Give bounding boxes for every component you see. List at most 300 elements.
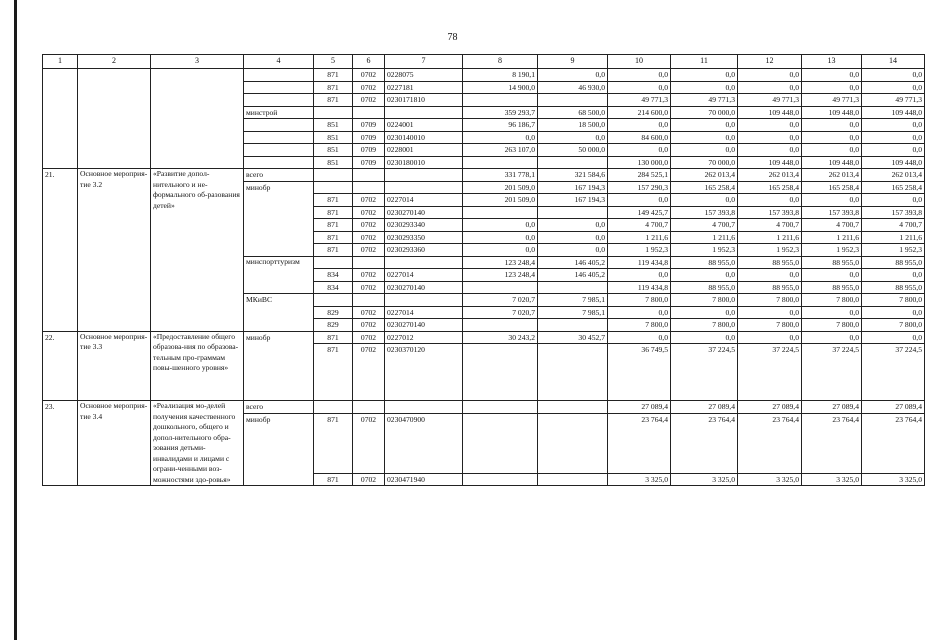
cell-amount: 109 448,0 xyxy=(862,156,925,169)
cell-grbs: 834 xyxy=(314,281,353,294)
cell-target-article: 0224001 xyxy=(385,119,463,132)
cell-amount: 0,0 xyxy=(538,131,608,144)
cell-section: 0702 xyxy=(353,244,385,257)
cell-amount: 37 224,5 xyxy=(738,344,802,401)
cell-amount: 1 211,6 xyxy=(802,231,862,244)
column-number-header: 9 xyxy=(538,55,608,69)
cell-amount: 7 800,0 xyxy=(671,319,738,332)
cell-amount: 27 089,4 xyxy=(862,401,925,414)
cell-target-article: 0228001 xyxy=(385,144,463,157)
cell-amount: 96 186,7 xyxy=(463,119,538,132)
cell-amount: 262 013,4 xyxy=(671,169,738,182)
cell-amount: 7 800,0 xyxy=(862,319,925,332)
cell-amount: 84 600,0 xyxy=(608,131,671,144)
cell-amount xyxy=(538,401,608,414)
cell-amount: 0,0 xyxy=(608,69,671,82)
cell-grbs: 871 xyxy=(314,244,353,257)
cell-agency xyxy=(244,69,314,82)
cell-amount: 109 448,0 xyxy=(862,106,925,119)
cell-amount: 201 509,0 xyxy=(463,181,538,194)
cell-amount: 88 955,0 xyxy=(862,281,925,294)
cell-target-article xyxy=(385,106,463,119)
cell-amount: 167 194,3 xyxy=(538,194,608,207)
cell-amount: 46 930,0 xyxy=(538,81,608,94)
column-number-header: 5 xyxy=(314,55,353,69)
cell-grbs: 871 xyxy=(314,94,353,107)
cell-grbs: 871 xyxy=(314,231,353,244)
cell-amount: 7 020,7 xyxy=(463,306,538,319)
column-number-header: 8 xyxy=(463,55,538,69)
cell-target-article xyxy=(385,401,463,414)
cell-amount xyxy=(463,473,538,486)
cell-amount: 109 448,0 xyxy=(802,106,862,119)
cell-target-article: 0227012 xyxy=(385,331,463,344)
cell-amount: 1 211,6 xyxy=(608,231,671,244)
cell-amount: 1 952,3 xyxy=(671,244,738,257)
cell-section: 0702 xyxy=(353,69,385,82)
cell-target-article xyxy=(385,294,463,307)
cell-amount: 0,0 xyxy=(862,81,925,94)
cell-section: 0702 xyxy=(353,306,385,319)
cell-grbs xyxy=(314,181,353,194)
cell-amount: 70 000,0 xyxy=(671,156,738,169)
cell-amount: 0,0 xyxy=(671,131,738,144)
cell-amount: 49 771,3 xyxy=(802,94,862,107)
cell-amount: 1 952,3 xyxy=(802,244,862,257)
column-number-header: 7 xyxy=(385,55,463,69)
cell-amount: 7 800,0 xyxy=(802,294,862,307)
cell-amount: 0,0 xyxy=(671,119,738,132)
cell-amount: 0,0 xyxy=(608,194,671,207)
cell-target-article: 0230180010 xyxy=(385,156,463,169)
cell-amount: 23 764,4 xyxy=(802,413,862,473)
cell-amount: 0,0 xyxy=(862,144,925,157)
cell-amount: 23 764,4 xyxy=(738,413,802,473)
cell-amount: 0,0 xyxy=(862,119,925,132)
cell-amount xyxy=(538,413,608,473)
column-number-header: 2 xyxy=(78,55,151,69)
cell-amount: 4 700,7 xyxy=(608,219,671,232)
cell-section xyxy=(353,401,385,414)
cell-amount: 359 293,7 xyxy=(463,106,538,119)
cell-amount: 7 800,0 xyxy=(738,294,802,307)
cell-agency: минстрой xyxy=(244,106,314,119)
cell-amount: 7 800,0 xyxy=(738,319,802,332)
cell-amount: 123 248,4 xyxy=(463,256,538,269)
cell-grbs xyxy=(314,256,353,269)
cell-section: 0709 xyxy=(353,144,385,157)
cell-amount: 4 700,7 xyxy=(738,219,802,232)
cell-section xyxy=(353,256,385,269)
cell-section: 0702 xyxy=(353,473,385,486)
cell-item-number: 21. xyxy=(43,169,78,332)
cell-agency xyxy=(244,94,314,107)
cell-amount: 0,0 xyxy=(463,231,538,244)
cell-section: 0702 xyxy=(353,269,385,282)
cell-target-article: 0230270140 xyxy=(385,319,463,332)
cell-grbs xyxy=(314,106,353,119)
cell-amount: 157 393,8 xyxy=(862,206,925,219)
cell-grbs: 871 xyxy=(314,219,353,232)
cell-section: 0702 xyxy=(353,344,385,401)
cell-amount: 0,0 xyxy=(538,231,608,244)
cell-section: 0702 xyxy=(353,194,385,207)
cell-target-article: 0227014 xyxy=(385,306,463,319)
cell-section: 0702 xyxy=(353,231,385,244)
cell-amount: 1 211,6 xyxy=(671,231,738,244)
cell-target-article: 0230270140 xyxy=(385,281,463,294)
cell-amount: 88 955,0 xyxy=(738,256,802,269)
cell-agency: всего xyxy=(244,169,314,182)
cell-item-name: Основное мероприя-тие 3.3 xyxy=(78,331,151,401)
cell-amount: 27 089,4 xyxy=(802,401,862,414)
cell-amount xyxy=(538,206,608,219)
cell-grbs: 851 xyxy=(314,131,353,144)
cell-amount: 1 952,3 xyxy=(738,244,802,257)
cell-amount: 18 500,0 xyxy=(538,119,608,132)
cell-amount: 130 000,0 xyxy=(608,156,671,169)
cell-amount: 284 525,1 xyxy=(608,169,671,182)
cell-amount: 0,0 xyxy=(862,69,925,82)
cell-grbs: 851 xyxy=(314,119,353,132)
cell-agency: минобр xyxy=(244,181,314,256)
cell-amount: 0,0 xyxy=(538,219,608,232)
cell-target-article: 0230471940 xyxy=(385,473,463,486)
cell-amount: 37 224,5 xyxy=(802,344,862,401)
cell-grbs xyxy=(314,294,353,307)
cell-item-description: «Реализация мо-делей получения качественного дошкольного, общего и допол-нительного обра-зования детьми-инвалидами и лицами с ограни-ченными воз-можностями здо-ровья» xyxy=(151,401,244,486)
cell-amount: 157 290,3 xyxy=(608,181,671,194)
cell-section: 0702 xyxy=(353,219,385,232)
cell-target-article xyxy=(385,256,463,269)
cell-amount: 0,0 xyxy=(802,119,862,132)
cell-target-article: 0228075 xyxy=(385,69,463,82)
cell-amount: 0,0 xyxy=(738,194,802,207)
cell-amount: 0,0 xyxy=(738,131,802,144)
cell-amount xyxy=(538,156,608,169)
cell-amount: 0,0 xyxy=(608,331,671,344)
cell-target-article xyxy=(385,169,463,182)
cell-amount: 0,0 xyxy=(862,131,925,144)
cell-grbs: 834 xyxy=(314,269,353,282)
cell-section xyxy=(353,106,385,119)
cell-amount xyxy=(538,473,608,486)
cell-amount: 1 952,3 xyxy=(608,244,671,257)
cell-item-number: 23. xyxy=(43,401,78,486)
cell-amount: 23 764,4 xyxy=(671,413,738,473)
cell-amount: 157 393,8 xyxy=(671,206,738,219)
cell-amount: 0,0 xyxy=(862,194,925,207)
cell-amount: 88 955,0 xyxy=(862,256,925,269)
cell-amount: 88 955,0 xyxy=(671,256,738,269)
cell-target-article: 0227181 xyxy=(385,81,463,94)
cell-amount: 37 224,5 xyxy=(671,344,738,401)
cell-amount: 165 258,4 xyxy=(738,181,802,194)
cell-amount xyxy=(463,319,538,332)
cell-target-article: 0230270140 xyxy=(385,206,463,219)
cell-amount: 0,0 xyxy=(671,81,738,94)
cell-amount: 50 000,0 xyxy=(538,144,608,157)
cell-amount: 0,0 xyxy=(862,306,925,319)
cell-section: 0702 xyxy=(353,206,385,219)
column-number-header: 10 xyxy=(608,55,671,69)
cell-item-description: «Предоставление общего образова-ния по образова-тельным про-граммам повы-шенного уровня» xyxy=(151,331,244,401)
cell-amount xyxy=(463,413,538,473)
cell-amount: 262 013,4 xyxy=(738,169,802,182)
cell-section xyxy=(353,181,385,194)
cell-amount: 7 800,0 xyxy=(862,294,925,307)
cell-amount: 0,0 xyxy=(463,244,538,257)
cell-grbs: 871 xyxy=(314,344,353,401)
table-row xyxy=(43,331,925,344)
cell-amount: 4 700,7 xyxy=(862,219,925,232)
cell-amount xyxy=(463,156,538,169)
cell-amount: 0,0 xyxy=(862,269,925,282)
cell-amount: 88 955,0 xyxy=(671,281,738,294)
cell-amount: 0,0 xyxy=(862,331,925,344)
cell-amount: 3 325,0 xyxy=(738,473,802,486)
table-row xyxy=(43,169,925,182)
cell-grbs: 851 xyxy=(314,156,353,169)
cell-amount: 14 900,0 xyxy=(463,81,538,94)
cell-amount: 88 955,0 xyxy=(738,281,802,294)
cell-amount xyxy=(538,344,608,401)
cell-target-article: 0230171810 xyxy=(385,94,463,107)
cell-agency: МКиВС xyxy=(244,294,314,332)
cell-agency: минобр xyxy=(244,413,314,486)
column-number-header: 3 xyxy=(151,55,244,69)
cell-amount: 3 325,0 xyxy=(862,473,925,486)
cell-amount: 0,0 xyxy=(671,194,738,207)
cell-item-description: «Развитие допол-нительного и не-формального об-разования детей» xyxy=(151,169,244,332)
cell-amount: 4 700,7 xyxy=(671,219,738,232)
cell-amount: 0,0 xyxy=(671,331,738,344)
cell-amount: 0,0 xyxy=(802,81,862,94)
cell-amount: 146 405,2 xyxy=(538,256,608,269)
cell-target-article: 0230293340 xyxy=(385,219,463,232)
cell-amount: 27 089,4 xyxy=(671,401,738,414)
cell-amount: 4 700,7 xyxy=(802,219,862,232)
cell-amount: 30 452,7 xyxy=(538,331,608,344)
cell-target-article: 0230470900 xyxy=(385,413,463,473)
cell-target-article: 0230370120 xyxy=(385,344,463,401)
column-number-header: 6 xyxy=(353,55,385,69)
cell-amount: 0,0 xyxy=(608,81,671,94)
cell-amount: 0,0 xyxy=(802,306,862,319)
cell-amount: 3 325,0 xyxy=(608,473,671,486)
cell-amount: 7 800,0 xyxy=(802,319,862,332)
cell-agency: минспорттуризм xyxy=(244,256,314,294)
cell-agency: всего xyxy=(244,401,314,414)
cell-amount: 1 211,6 xyxy=(862,231,925,244)
table-body xyxy=(43,55,925,486)
cell-amount: 3 325,0 xyxy=(671,473,738,486)
cell-amount: 262 013,4 xyxy=(802,169,862,182)
cell-amount: 0,0 xyxy=(608,306,671,319)
cell-amount xyxy=(463,281,538,294)
cell-amount: 0,0 xyxy=(738,331,802,344)
cell-grbs: 829 xyxy=(314,306,353,319)
cell-amount: 0,0 xyxy=(671,306,738,319)
cell-amount: 109 448,0 xyxy=(738,106,802,119)
cell-amount: 331 778,1 xyxy=(463,169,538,182)
cell-item-name: Основное мероприя-тие 3.4 xyxy=(78,401,151,486)
cell-amount: 8 190,1 xyxy=(463,69,538,82)
column-number-header: 11 xyxy=(671,55,738,69)
cell-amount: 0,0 xyxy=(802,69,862,82)
cell-amount: 0,0 xyxy=(802,269,862,282)
cell-amount: 0,0 xyxy=(738,81,802,94)
cell-amount: 119 434,8 xyxy=(608,281,671,294)
cell-section xyxy=(353,169,385,182)
cell-amount: 68 500,0 xyxy=(538,106,608,119)
page-number: 78 xyxy=(447,32,458,43)
cell-agency xyxy=(244,156,314,169)
cell-item-number xyxy=(43,69,78,169)
cell-amount: 0,0 xyxy=(738,144,802,157)
cell-amount: 49 771,3 xyxy=(608,94,671,107)
cell-amount xyxy=(463,94,538,107)
cell-amount: 0,0 xyxy=(738,119,802,132)
cell-section: 0709 xyxy=(353,119,385,132)
cell-amount: 201 509,0 xyxy=(463,194,538,207)
cell-section: 0702 xyxy=(353,413,385,473)
cell-amount xyxy=(463,344,538,401)
cell-amount: 30 243,2 xyxy=(463,331,538,344)
cell-amount: 214 600,0 xyxy=(608,106,671,119)
cell-amount xyxy=(463,206,538,219)
cell-agency xyxy=(244,131,314,144)
cell-grbs: 871 xyxy=(314,81,353,94)
cell-amount: 70 000,0 xyxy=(671,106,738,119)
cell-item-name xyxy=(78,69,151,169)
cell-amount: 149 425,7 xyxy=(608,206,671,219)
cell-amount: 1 952,3 xyxy=(862,244,925,257)
cell-grbs: 871 xyxy=(314,69,353,82)
column-number-header: 14 xyxy=(862,55,925,69)
cell-section xyxy=(353,294,385,307)
cell-grbs: 851 xyxy=(314,144,353,157)
table-row xyxy=(43,401,925,414)
cell-amount: 23 764,4 xyxy=(862,413,925,473)
cell-amount: 7 985,1 xyxy=(538,294,608,307)
cell-amount: 7 800,0 xyxy=(608,294,671,307)
cell-target-article: 0230140010 xyxy=(385,131,463,144)
cell-amount: 165 258,4 xyxy=(802,181,862,194)
cell-amount: 0,0 xyxy=(463,131,538,144)
cell-amount: 123 248,4 xyxy=(463,269,538,282)
cell-amount xyxy=(463,401,538,414)
cell-section: 0709 xyxy=(353,156,385,169)
cell-grbs xyxy=(314,401,353,414)
cell-amount xyxy=(538,281,608,294)
cell-grbs: 871 xyxy=(314,331,353,344)
cell-amount: 49 771,3 xyxy=(671,94,738,107)
cell-target-article: 0230293360 xyxy=(385,244,463,257)
column-number-header: 1 xyxy=(43,55,78,69)
cell-amount: 23 764,4 xyxy=(608,413,671,473)
cell-amount: 3 325,0 xyxy=(802,473,862,486)
cell-item-description xyxy=(151,69,244,169)
cell-target-article: 0230293350 xyxy=(385,231,463,244)
header-row xyxy=(43,55,925,69)
cell-grbs xyxy=(314,169,353,182)
cell-agency xyxy=(244,81,314,94)
cell-amount: 0,0 xyxy=(802,131,862,144)
cell-target-article: 0227014 xyxy=(385,269,463,282)
cell-grbs: 871 xyxy=(314,206,353,219)
column-number-header: 12 xyxy=(738,55,802,69)
cell-amount: 167 194,3 xyxy=(538,181,608,194)
cell-amount: 0,0 xyxy=(671,69,738,82)
cell-amount: 0,0 xyxy=(608,269,671,282)
cell-amount: 27 089,4 xyxy=(738,401,802,414)
cell-grbs: 871 xyxy=(314,473,353,486)
cell-grbs: 871 xyxy=(314,413,353,473)
cell-grbs: 871 xyxy=(314,194,353,207)
cell-amount: 0,0 xyxy=(738,306,802,319)
cell-amount: 109 448,0 xyxy=(738,156,802,169)
cell-amount: 165 258,4 xyxy=(671,181,738,194)
cell-amount: 36 749,5 xyxy=(608,344,671,401)
cell-section: 0702 xyxy=(353,281,385,294)
cell-section: 0709 xyxy=(353,131,385,144)
cell-amount: 7 800,0 xyxy=(671,294,738,307)
binding-edge-line xyxy=(14,0,17,640)
cell-amount: 0,0 xyxy=(608,119,671,132)
cell-amount: 7 985,1 xyxy=(538,306,608,319)
cell-amount: 0,0 xyxy=(802,194,862,207)
cell-amount: 0,0 xyxy=(671,144,738,157)
cell-section: 0702 xyxy=(353,81,385,94)
cell-amount xyxy=(538,319,608,332)
cell-grbs: 829 xyxy=(314,319,353,332)
cell-amount: 146 405,2 xyxy=(538,269,608,282)
cell-amount: 0,0 xyxy=(538,244,608,257)
cell-amount: 7 020,7 xyxy=(463,294,538,307)
column-number-header: 13 xyxy=(802,55,862,69)
cell-amount: 0,0 xyxy=(463,219,538,232)
cell-amount: 1 211,6 xyxy=(738,231,802,244)
cell-amount: 88 955,0 xyxy=(802,256,862,269)
cell-item-number: 22. xyxy=(43,331,78,401)
column-number-header: 4 xyxy=(244,55,314,69)
cell-amount: 165 258,4 xyxy=(862,181,925,194)
cell-amount: 7 800,0 xyxy=(608,319,671,332)
cell-amount: 27 089,4 xyxy=(608,401,671,414)
cell-section: 0702 xyxy=(353,94,385,107)
cell-amount: 49 771,3 xyxy=(738,94,802,107)
cell-amount: 0,0 xyxy=(608,144,671,157)
budget-table xyxy=(42,54,925,486)
cell-section: 0702 xyxy=(353,331,385,344)
cell-amount: 0,0 xyxy=(738,69,802,82)
cell-agency: минобр xyxy=(244,331,314,401)
cell-target-article xyxy=(385,181,463,194)
cell-amount: 88 955,0 xyxy=(802,281,862,294)
cell-target-article: 0227014 xyxy=(385,194,463,207)
cell-amount: 321 584,6 xyxy=(538,169,608,182)
cell-amount: 119 434,8 xyxy=(608,256,671,269)
cell-item-name: Основное мероприя-тие 3.2 xyxy=(78,169,151,332)
cell-amount: 263 107,0 xyxy=(463,144,538,157)
cell-section: 0702 xyxy=(353,319,385,332)
cell-amount: 0,0 xyxy=(802,144,862,157)
table-row xyxy=(43,69,925,82)
cell-amount: 0,0 xyxy=(738,269,802,282)
cell-amount: 37 224,5 xyxy=(862,344,925,401)
cell-amount: 49 771,3 xyxy=(862,94,925,107)
